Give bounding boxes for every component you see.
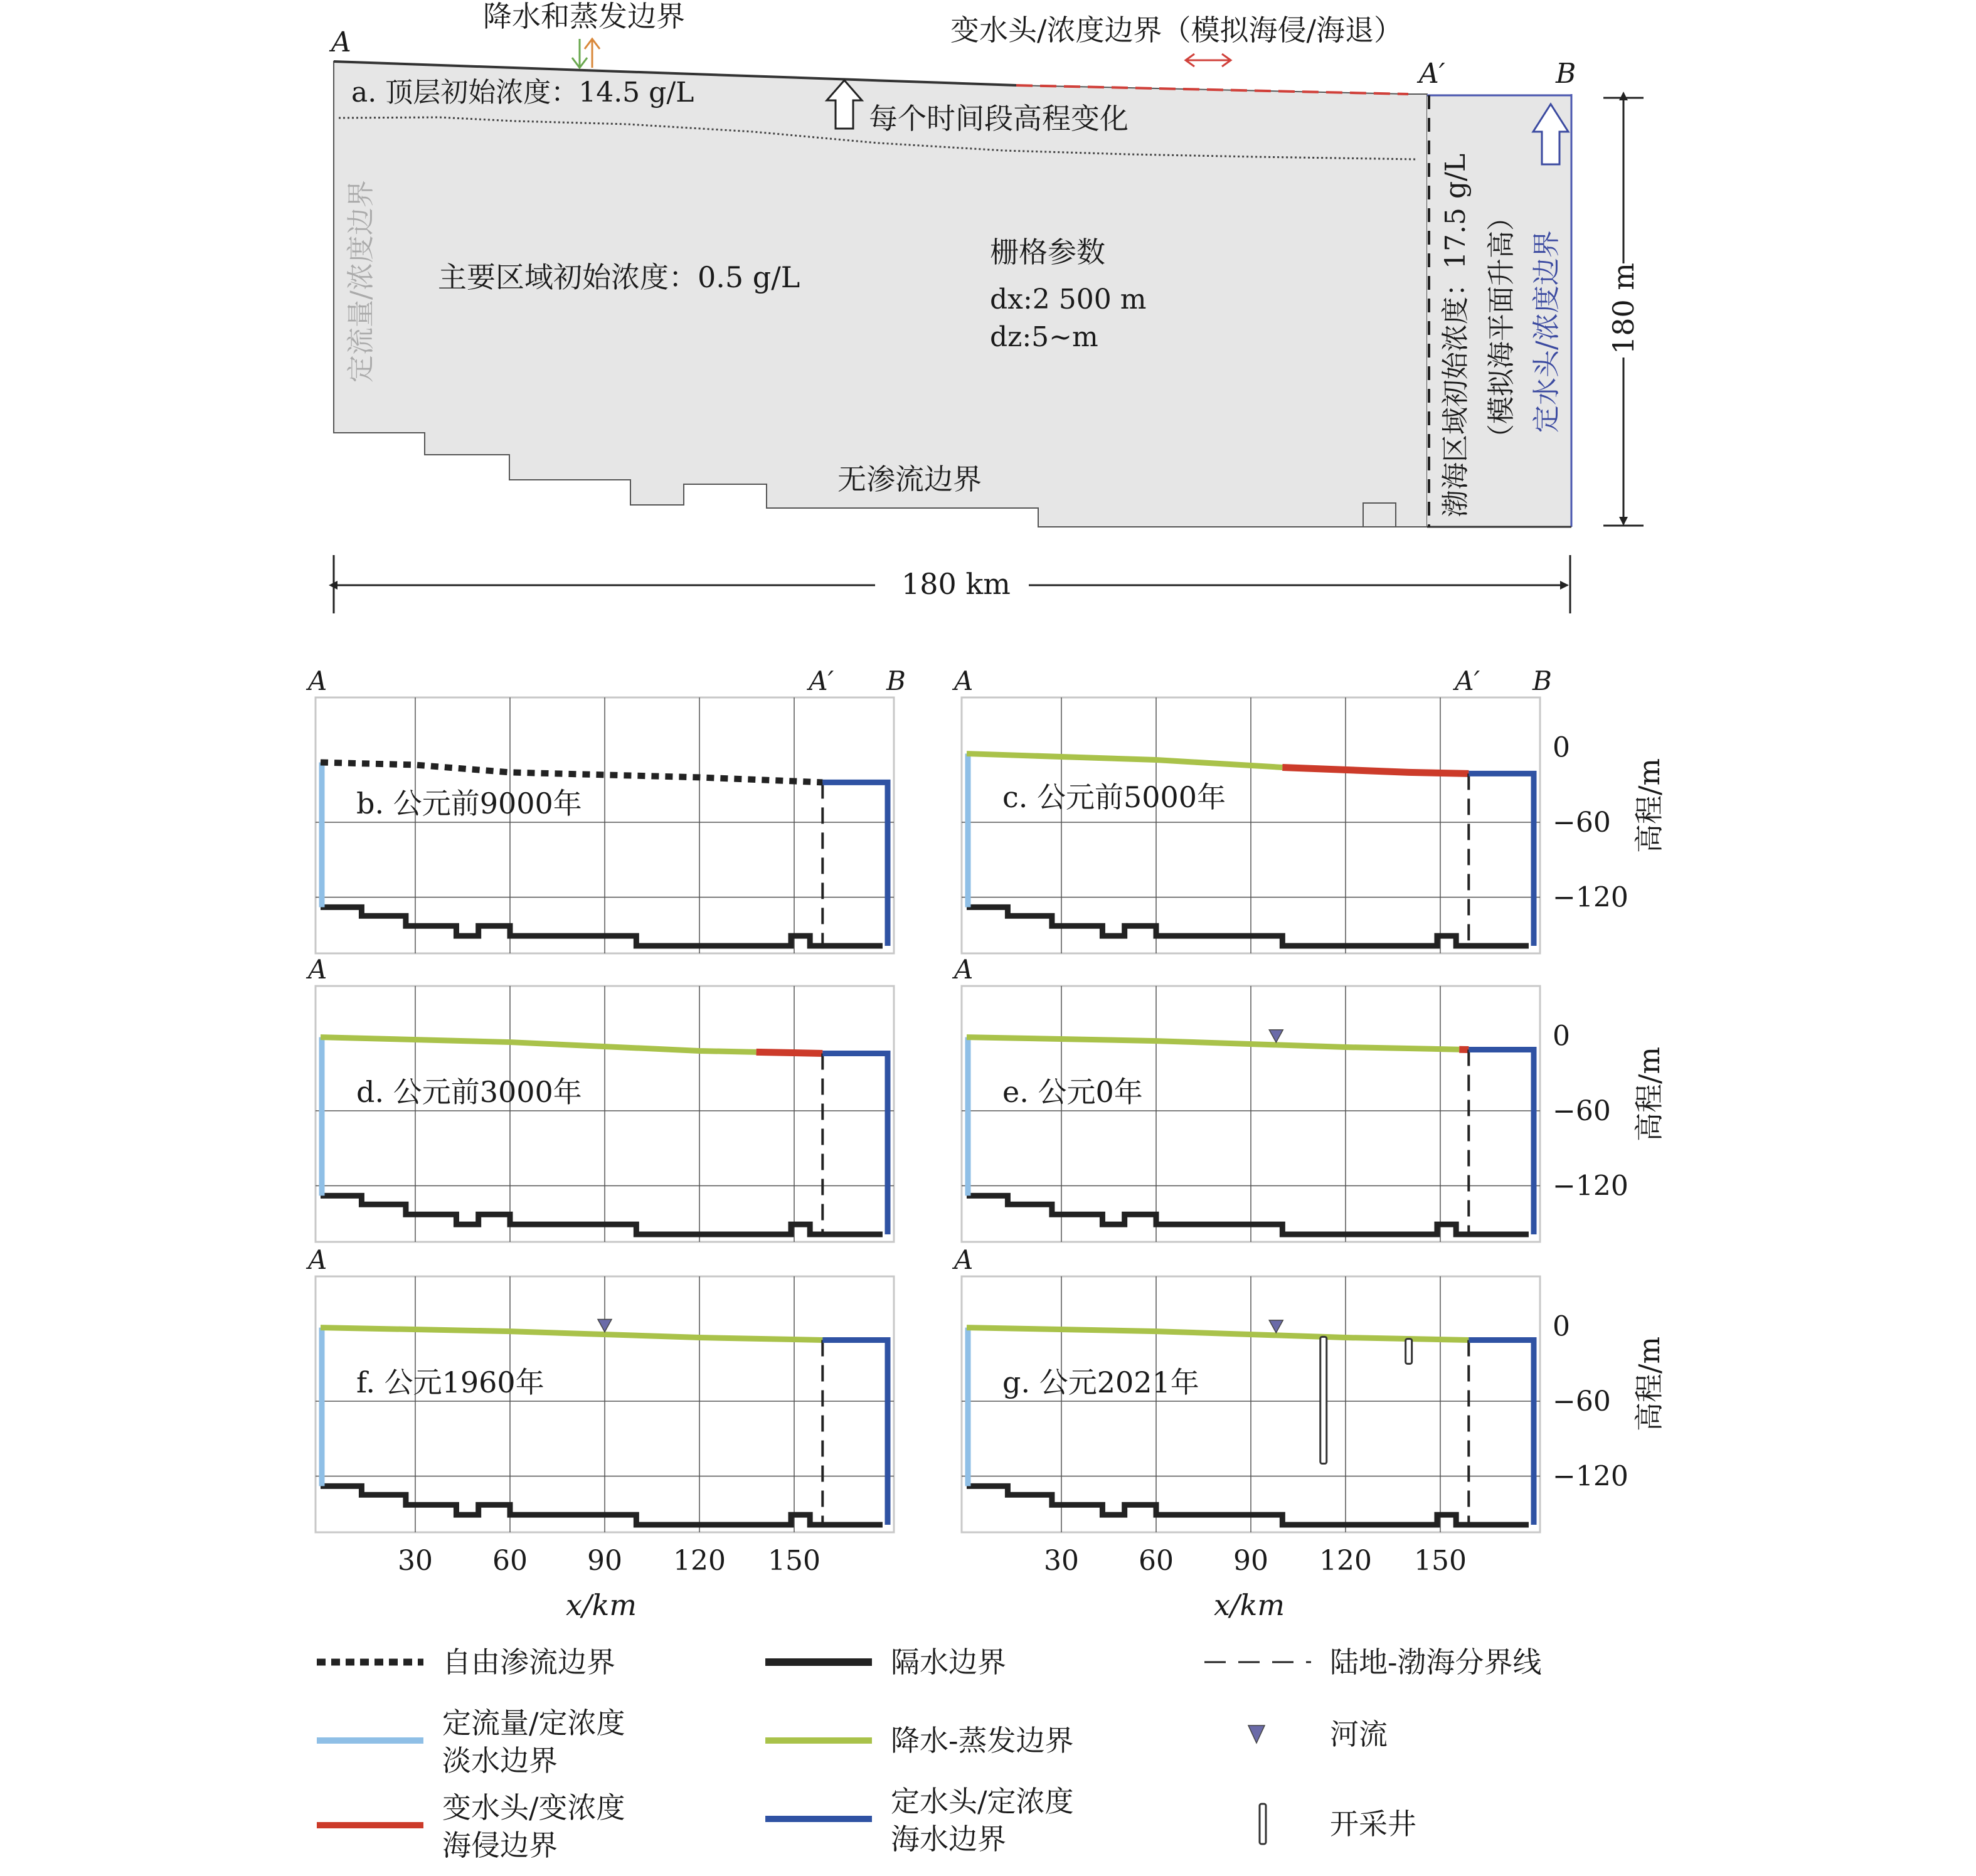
- x-tick-label: 30: [398, 1545, 433, 1577]
- legend-label: 河流: [1330, 1717, 1388, 1751]
- legend-label: 隔水边界: [891, 1645, 1006, 1679]
- y-tick-label: −60: [1553, 807, 1611, 839]
- legend-label: 降水-蒸发边界: [891, 1724, 1074, 1757]
- grid-dz: dz:5~m: [990, 321, 1098, 353]
- seawater-intrusion-boundary: [757, 1052, 823, 1053]
- x-tick-label: 150: [1414, 1545, 1467, 1577]
- y-tick-label: −120: [1553, 1460, 1628, 1493]
- y-axis-label-row3: 高程/m: [1632, 1336, 1666, 1431]
- x-tick-label: 60: [1139, 1545, 1174, 1577]
- legend-item-impermeable: [765, 1645, 1006, 1679]
- legend-item-free_seepage: [317, 1645, 615, 1679]
- panel-d: [316, 986, 894, 1242]
- y-tick-label: −60: [1553, 1095, 1611, 1128]
- x-axis-label-right: x/km: [1214, 1588, 1285, 1622]
- legend-item-seawater_var: [317, 1791, 625, 1862]
- width-label: 180 km: [901, 567, 1011, 601]
- left-flux-boundary: 定流量/浓度边界: [345, 180, 377, 383]
- legend-label: 定流量/定浓度: [442, 1706, 625, 1740]
- panel-c: [962, 697, 1540, 953]
- corner-label-A-prime: A′: [809, 665, 834, 696]
- panel-title: b. 公元前9000年: [356, 787, 582, 820]
- x-tick-label: 30: [1044, 1545, 1079, 1577]
- height-label: 180 m: [1607, 262, 1640, 354]
- variable-head-title: 变水头/浓度边界（模拟海侵/海退）: [950, 13, 1403, 47]
- panel-title: g. 公元2021年: [1002, 1365, 1199, 1399]
- legend-label: 定水头/定浓度: [891, 1784, 1074, 1818]
- x-tick-label: 120: [1319, 1545, 1372, 1577]
- panel-f: [316, 1276, 894, 1532]
- elevation-change-label: 每个时间段高程变化: [869, 102, 1129, 135]
- corner-label-A: A: [308, 665, 327, 696]
- y-tick-label: 0: [1553, 1310, 1570, 1343]
- y-tick-label: −60: [1553, 1386, 1611, 1418]
- legend-item-fresh: [317, 1706, 625, 1778]
- corner-label-A: A: [954, 665, 974, 696]
- corner-label-A: A: [308, 1244, 327, 1275]
- y-tick-label: −120: [1553, 881, 1628, 914]
- y-tick-label: −120: [1553, 1170, 1628, 1202]
- bohai-initial-conc: 渤海区域初始浓度：17.5 g/L: [1440, 153, 1472, 517]
- grid-dx: dx:2 500 m: [990, 284, 1147, 315]
- pumping-well-icon: [1406, 1339, 1412, 1364]
- corner-label-B: B: [1532, 665, 1552, 696]
- x-axis-label-left: x/km: [566, 1588, 637, 1622]
- legend-label: 变水头/变浓度: [442, 1791, 625, 1825]
- schematic-a: [329, 0, 1644, 613]
- panels-group: [305, 665, 1628, 1577]
- legend-label: 海水边界: [891, 1822, 1006, 1856]
- legend-label: 自由渗流边界: [442, 1645, 615, 1679]
- x-tick-label: 120: [673, 1545, 726, 1577]
- y-tick-label: 0: [1553, 731, 1570, 764]
- transgression-arrow-icon: [1186, 54, 1231, 66]
- legend-item-land_sea: [1204, 1645, 1542, 1679]
- corner-a: A: [331, 26, 351, 58]
- legend-item-seawater_const: [765, 1784, 1074, 1856]
- legend-well-icon: [1260, 1804, 1266, 1844]
- y-axis-label-row2: 高程/m: [1632, 1046, 1666, 1142]
- y-axis-label-row1: 高程/m: [1632, 758, 1666, 853]
- top-layer-conc: a. 顶层初始浓度：14.5 g/L: [351, 77, 694, 109]
- x-tick-label: 60: [492, 1545, 528, 1577]
- corner-label-A-prime: A′: [1455, 665, 1480, 696]
- corner-a-prime: A′: [1419, 58, 1445, 90]
- x-tick-label: 150: [768, 1545, 821, 1577]
- bohai-sea-rise: （模拟海平面升高）: [1485, 203, 1517, 452]
- bohai-const-head: 定水头/浓度边界: [1531, 230, 1563, 433]
- precip-evap-arrows-icon: [572, 39, 600, 68]
- no-flow-boundary-label: 无渗流边界: [837, 462, 982, 496]
- panel-title: c. 公元前5000年: [1002, 780, 1226, 814]
- panel-b: [316, 697, 894, 953]
- legend-label: 淡水边界: [442, 1744, 558, 1778]
- grid-params-title: 栅格参数: [990, 235, 1105, 269]
- legend-label: 海侵边界: [442, 1828, 558, 1862]
- y-tick-label: 0: [1553, 1020, 1570, 1052]
- legend-item-well: [1260, 1804, 1416, 1844]
- panel-e: [962, 986, 1540, 1242]
- corner-label-A: A: [308, 954, 327, 985]
- panel-g: [962, 1276, 1540, 1532]
- legend-river-icon: [1248, 1725, 1265, 1743]
- corner-label-B: B: [886, 665, 906, 696]
- x-tick-label: 90: [1233, 1545, 1268, 1577]
- legend-item-river: [1248, 1717, 1388, 1751]
- corner-label-A: A: [954, 1244, 974, 1275]
- panel-title: e. 公元0年: [1002, 1075, 1143, 1109]
- precip-evap-title: 降水和蒸发边界: [483, 0, 685, 33]
- legend-item-precip: [765, 1724, 1074, 1757]
- legend: [317, 1645, 1542, 1862]
- main-region-conc: 主要区域初始浓度：0.5 g/L: [438, 260, 800, 294]
- corner-b: B: [1556, 58, 1576, 90]
- x-tick-label: 90: [587, 1545, 622, 1577]
- panel-title: f. 公元1960年: [356, 1365, 544, 1399]
- panel-title: d. 公元前3000年: [356, 1075, 582, 1109]
- pumping-well-icon: [1320, 1337, 1327, 1463]
- corner-label-A: A: [954, 954, 974, 985]
- legend-label: 陆地-渤海分界线: [1330, 1645, 1542, 1679]
- legend-label: 开采井: [1330, 1807, 1416, 1841]
